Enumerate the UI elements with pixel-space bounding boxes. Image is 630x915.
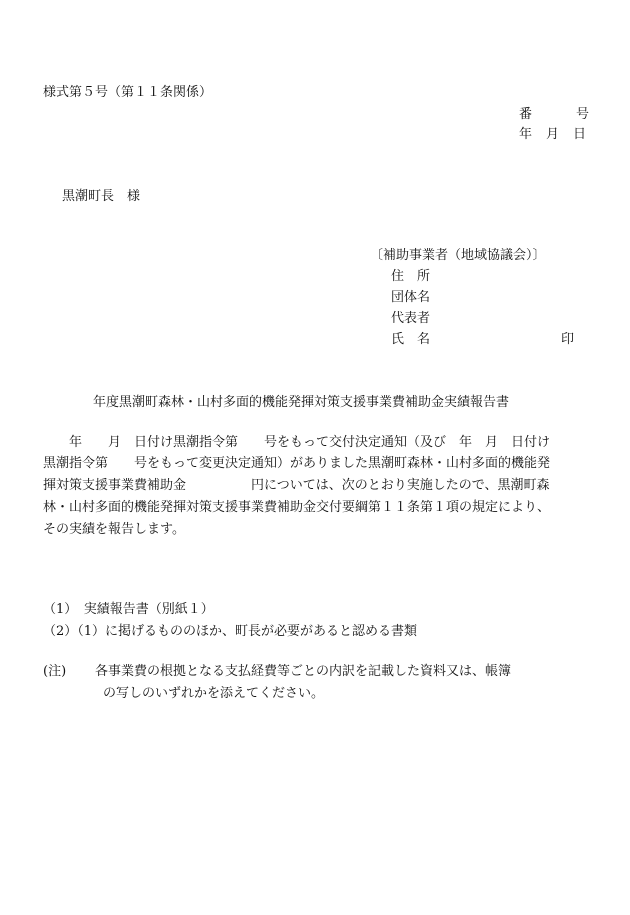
- body-line: 揮対策支援事業費補助金 円については、次のとおり実施したので、黒潮町森: [43, 478, 550, 493]
- note-label: (注): [43, 664, 67, 679]
- date-year: 年: [519, 127, 533, 142]
- attachment-item: （1） 実績報告書（別紙１）: [43, 602, 214, 617]
- reference-number: [519, 106, 589, 123]
- applicant-header: 〔補助事業者（地域協議会）〕: [370, 248, 546, 263]
- date-month: 月: [546, 127, 560, 142]
- address-label: 住 所: [391, 269, 431, 284]
- form-number: 様式第５号（第１１条関係）: [43, 85, 213, 100]
- attachment-item: （2）（1）に掲げるもののほか、町長が必要があると認める書類: [43, 624, 418, 639]
- body-line: 林・山村多面的機能発揮対策支援事業費補助金交付要綱第１１条第１項の規定により、: [43, 500, 551, 515]
- name-label: 氏 名: [391, 332, 431, 347]
- body-line: 黒潮指令第 号をもって変更決定通知）がありました黒潮町森林・山村多面的機能発: [43, 456, 551, 471]
- ref-number-label: 番: [519, 107, 533, 122]
- ref-number-suffix: 号: [576, 107, 590, 122]
- document-title: 年度黒潮町森林・山村多面的機能発揮対策支援事業費補助金実績報告書: [93, 395, 510, 410]
- body-line: 年 月 日付け黒潮指令第 号をもって交付決定通知（及び 年 月 日付け: [43, 435, 551, 450]
- representative-label: 代表者: [391, 311, 431, 326]
- body-line: その実績を報告します。: [43, 522, 185, 537]
- note-text: 各事業費の根拠となる支払経費等ごとの内訳を記載した資料又は、帳簿: [95, 664, 512, 679]
- seal-mark: 印: [561, 332, 575, 347]
- note-text: の写しのいずれかを添えてください。: [103, 686, 325, 701]
- reference-date: [519, 126, 586, 143]
- organization-label: 団体名: [391, 290, 431, 305]
- addressee: 黒潮町長 様: [62, 189, 141, 204]
- date-day: 日: [573, 127, 587, 142]
